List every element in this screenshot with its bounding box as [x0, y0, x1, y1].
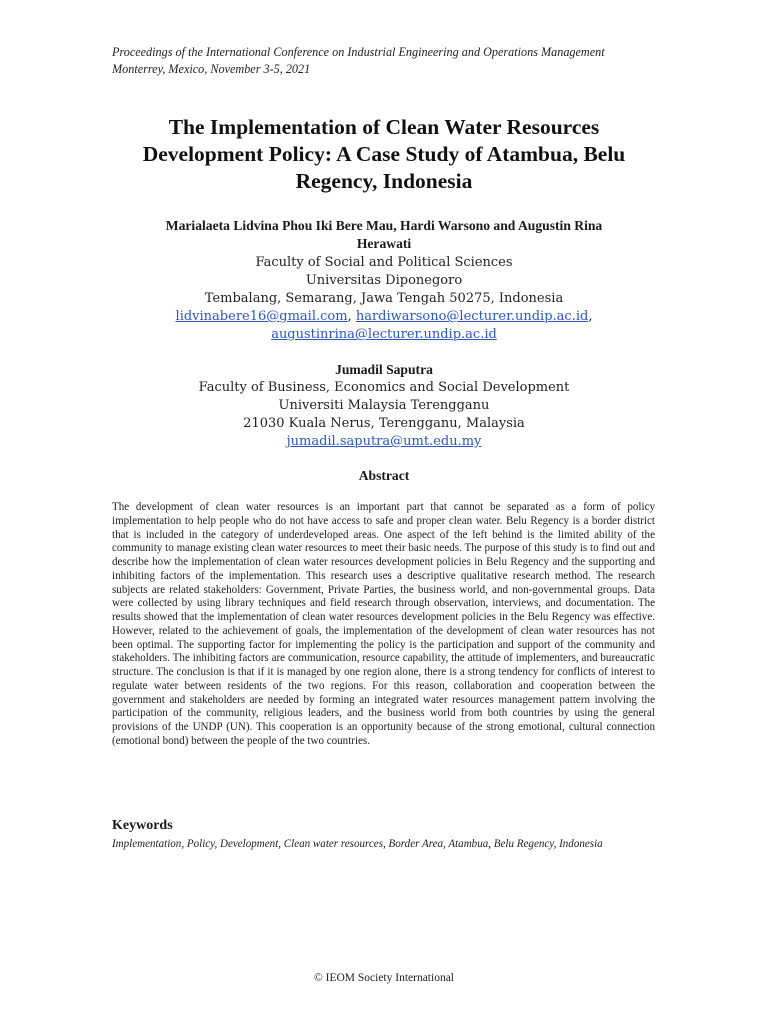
affiliation-1-address: Tembalang, Semarang, Jawa Tengah 50275, Indonesia [204, 291, 564, 306]
affiliation-1-university: Universitas Diponegoro [305, 273, 463, 288]
affiliation-2-faculty: Faculty of Business, Economics and Social Development [198, 380, 570, 395]
affiliation-1 [84, 254, 684, 308]
copyright-footer: © IEOM Society International [314, 972, 454, 984]
header-conference-line: Proceedings of the International Conference on Industrial Engineering and Operations Management [112, 45, 605, 59]
author-2-name: Jumadil Saputra [335, 362, 433, 377]
affiliation-1-faculty: Faculty of Social and Political Sciences [255, 255, 513, 270]
title-line-3: Regency, Indonesia [295, 169, 473, 193]
paper-title [84, 114, 684, 195]
email-link-jumadil[interactable]: jumadil.saputra@umt.edu.my [286, 434, 482, 449]
email-separator: , [347, 309, 356, 324]
email-separator: , [588, 309, 593, 324]
affiliation-2 [84, 379, 684, 451]
header-location-line: Monterrey, Mexico, November 3-5, 2021 [112, 62, 311, 76]
author-names [104, 217, 664, 253]
affiliation-2-address: 21030 Kuala Nerus, Terengganu, Malaysia [243, 416, 525, 431]
affiliation-1-emails [84, 308, 684, 344]
email-link-hardiwarsono[interactable]: hardiwarsono@lecturer.undip.ac.id [355, 309, 589, 324]
title-line-2: Development Policy: A Case Study of Atambua, Belu [142, 142, 626, 166]
authors-line-2: Herawati [356, 236, 412, 251]
proceedings-header [112, 44, 672, 78]
abstract-heading: Abstract [358, 468, 410, 483]
keywords-list: Implementation, Policy, Development, Clean water resources, Border Area, Atambua, Belu Regency, Indonesia [112, 838, 603, 850]
keywords-heading: Keywords [112, 818, 173, 833]
affiliation-2-university: Universiti Malaysia Terengganu [278, 398, 490, 413]
authors-line-1: Marialaeta Lidvina Phou Iki Bere Mau, Hardi Warsono and Augustin Rina [165, 218, 603, 233]
abstract-body: The development of clean water resources is an important part that cannot be separated as a form of policy implementation to help people who do not have access to safe and proper clean water. Belu Regency is a border district that is included in the category of underdeveloped areas. One aspect of the left behind is the limited ability of the community to manage existing clean water resources to meet their basic needs. The purpose of this study is to find out and describe how the implementation of clean water resources development policies in Belu Regency and the supporting and inhibiting factors of the implementation. This research uses a descriptive qualitative research method. The research subjects are related stakeholders: Government, Private Parties, the business world, and non-governmental groups. Data were collected by using library techniques and field research through observation, interviews, and documentation. The results showed that the implementation of clean water resources development policies in the Belu Regency was effective. However, related to the achievement of goals, the implementation of the development of clean water resources has not been optimal. The supporting factor for implementing the policy is the participation and support of the community and stakeholders. The inhibiting factors are communication, resource capability, the attitude of implementers, and bureaucratic structure. The conclusion is that if it is managed by one region alone, there is a strong tendency for conflicts of interest to regulate water between residents of the two regions. For this reason, collaboration and cooperation between the government and stakeholders are needed by forming an integrated water resources management pattern involving the participation of the community, religious leaders, and the business world from both countries by using the general provisions of the UNDP (UN). This cooperation is an opportunity because of the strong emotional, cultural connection (emotional bond) between the people of the two countries. [112, 501, 655, 747]
email-link-augustinrina[interactable]: augustinrina@lecturer.undip.ac.id [271, 327, 497, 342]
email-link-lidvinabere[interactable]: lidvinabere16@gmail.com [175, 309, 348, 324]
title-line-1: The Implementation of Clean Water Resources [168, 115, 600, 139]
